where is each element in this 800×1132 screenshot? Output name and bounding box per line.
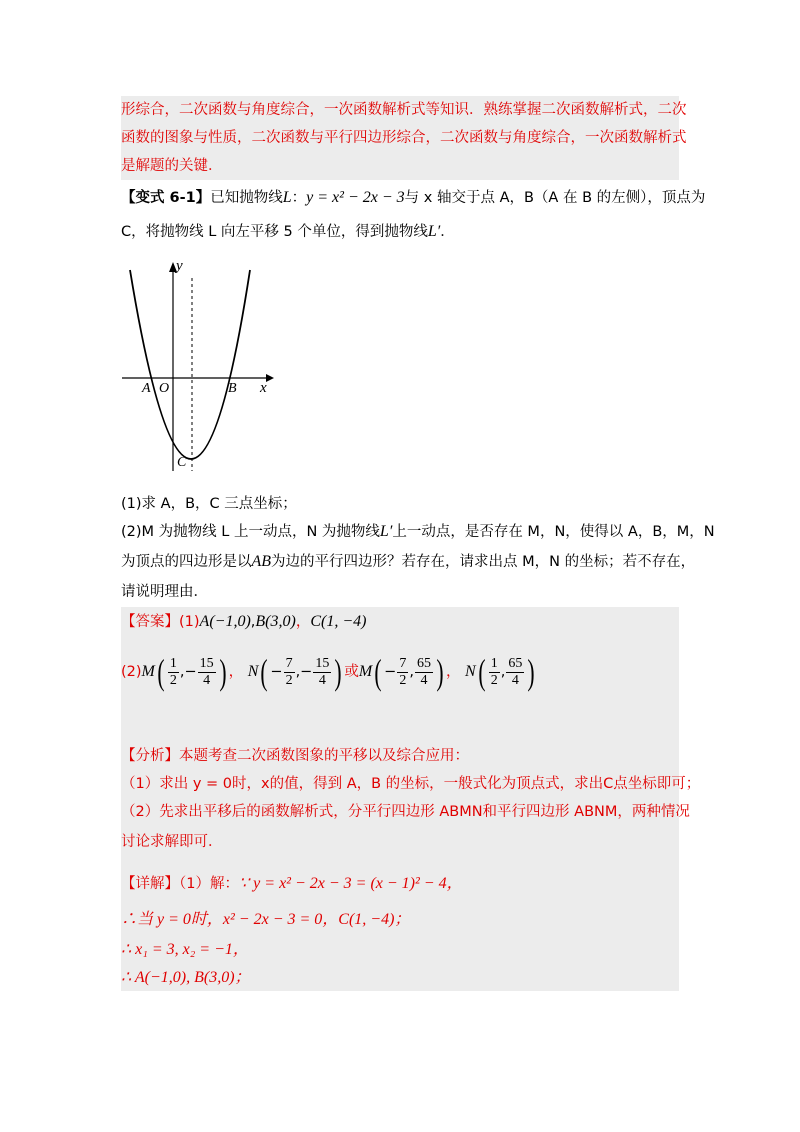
detail-l4: ∴ A(−1,0), B(3,0)； <box>121 969 251 986</box>
detail-line-1 <box>121 872 463 896</box>
detail-line-2 <box>121 908 410 932</box>
M1-frac-x: $\frac{1}{2}$ <box>169 655 177 688</box>
summary-line-3: 是解题的关键． <box>121 158 223 174</box>
answer-A: A(−1,0) <box>199 613 251 630</box>
answer-sep: , <box>250 614 256 630</box>
answer-C: C(1, −4) <box>310 613 367 630</box>
question-1: (1)求 A，B，C 三点坐标； <box>121 496 297 512</box>
answer-N1: N <box>247 663 259 680</box>
graph-y-label: y <box>176 258 183 274</box>
answer-part-1 <box>121 610 366 634</box>
summary-line-1: 形综合，二次函数与角度综合，一次函数解析式等知识．熟练掌握二次函数解析式，二次 <box>121 102 687 118</box>
answer-p2-prefix: (2) <box>121 664 142 680</box>
analysis-line-2: （2）先求出平移后的函数解析式，分平行四边形 ABMN和平行四边形 ABNM，两种情况 <box>121 804 690 820</box>
answer-N2: N <box>465 663 476 680</box>
answer-or: 或 <box>344 664 359 680</box>
answer-M1: M <box>141 663 155 680</box>
detail-tag: 【详解】 <box>121 876 179 892</box>
answer-tag: 【答案】 <box>121 614 179 630</box>
q2-part-a: (2)M 为抛物线 L 上一动点，N 为抛物线 <box>121 524 380 540</box>
question-2-line-3: 请说明理由． <box>121 584 208 600</box>
q2-Lprime: L′ <box>379 523 393 540</box>
M2-frac-x: $\frac{7}{2}$ <box>399 655 407 688</box>
answer-part-2: (2)M( $\frac{1}{2}$ ,− $\frac{15}{4}$ ) ， N( − $\frac{7}{2}$ ,− $\frac{15}{4}$ ) 或M( − $\frac{7}{2}$ , $\frac{65}{4}$ ) ， N( $\frac{1}{2}$ , $\frac{65}{4}$ ) <box>121 652 535 692</box>
detail-l1b: ∵ y = x² − 2x − 3 = (x − 1)² − 4， <box>238 875 463 892</box>
parabola-graph <box>118 258 288 478</box>
problem-colon: ： <box>291 190 307 206</box>
problem-Lprime: L′ <box>427 223 441 240</box>
detail-line-4 <box>121 966 251 990</box>
q2-part-b: 上一动点，是否存在 M，N，使得以 A，B，M，N <box>392 524 715 540</box>
answer-p1-prefix: (1) <box>179 614 200 630</box>
M1-frac-y: $\frac{15}{4}$ <box>199 655 214 688</box>
analysis-line-1: （1）求出 y = 0时，x的值，得到 A，B 的坐标，一般式化为顶点式，求出C点坐标即可； <box>121 776 701 792</box>
question-2-line-1 <box>121 520 715 544</box>
q2-part-c: 为顶点的四边形是以 <box>121 554 252 570</box>
graph-B-label: B <box>228 381 237 396</box>
answer-M2: M <box>358 663 373 680</box>
problem-L: L <box>282 189 292 206</box>
parabola-curve <box>130 270 250 459</box>
graph-C-label: C <box>177 455 187 470</box>
analysis-tag: 【分析】 <box>121 748 179 764</box>
analysis-head-text: 本题考查二次函数图象的平移以及综合应用： <box>179 748 469 764</box>
q2-part-d: 为边的平行四边形？若存在，请求出点 M，N 的坐标；若不存在， <box>271 554 696 570</box>
graph-A-label: A <box>142 381 151 396</box>
detail-l1a: （1）解： <box>179 876 239 892</box>
problem-intro: 已知抛物线 <box>210 190 283 206</box>
graph-O-label: O <box>159 381 170 396</box>
N2-frac-x: $\frac{1}{2}$ <box>490 655 498 688</box>
problem-equation: y = x² − 2x − 3 <box>306 189 405 206</box>
problem-line-1 <box>121 186 705 210</box>
M2-frac-y: $\frac{65}{4}$ <box>416 655 431 688</box>
problem-line2-text: C，将抛物线 L 向左平移 5 个单位，得到抛物线 <box>121 224 428 240</box>
summary-line-2: 函数的图象与性质，二次函数与平行四边形综合，二次函数与角度综合，一次函数解析式 <box>121 130 687 146</box>
analysis-line-3: 讨论求解即可． <box>121 834 223 850</box>
detail-line-3 <box>121 938 249 962</box>
problem-tag: 【变式 6-1】 <box>121 190 211 206</box>
detail-l3: ∴ x₁ = 3, x₂ = −1， <box>121 941 249 958</box>
problem-line-2 <box>121 220 455 244</box>
N1-frac-y: $\frac{15}{4}$ <box>315 655 330 688</box>
detail-l2: ∴当 y = 0时，x² − 2x − 3 = 0，C(1, −4)； <box>121 911 411 928</box>
analysis-head <box>121 744 469 768</box>
q2-AB: AB <box>251 553 272 570</box>
answer-B: B(3,0) <box>255 613 296 630</box>
question-2-line-2 <box>121 550 695 574</box>
problem-period: ． <box>440 224 455 240</box>
graph-x-label: x <box>260 380 267 396</box>
N1-frac-x: $\frac{7}{2}$ <box>285 655 293 688</box>
N2-frac-y: $\frac{65}{4}$ <box>508 655 523 688</box>
problem-rest1: 与 x 轴交于点 A，B（A 在 B 的左侧），顶点为 <box>404 190 706 206</box>
answer-comma: ， <box>295 614 311 630</box>
